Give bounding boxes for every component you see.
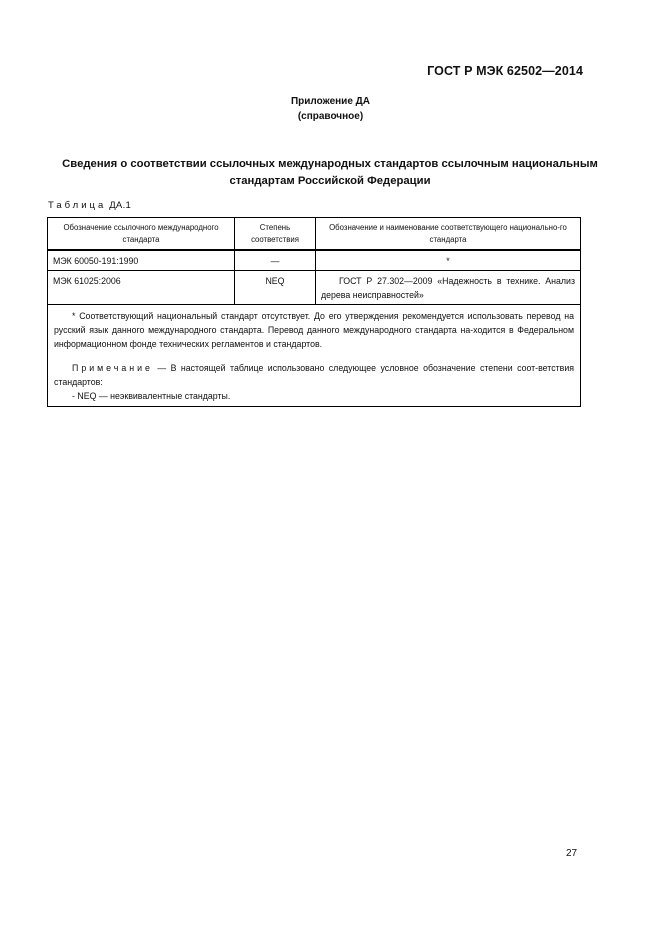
table-notes-row bbox=[48, 305, 581, 407]
column-header-national-standard: Обозначение и наименование соответствующего национально-го стандарта bbox=[316, 218, 581, 251]
table-caption-word: Таблица bbox=[48, 200, 107, 211]
column-header-degree: Степень соответствия bbox=[235, 218, 316, 251]
cell-degree: NEQ bbox=[235, 271, 316, 305]
cell-national-standard: * bbox=[316, 250, 581, 271]
appendix-subtitle: (справочное) bbox=[297, 111, 364, 122]
note-item: - NEQ — неэквивалентные стандарты. bbox=[72, 391, 231, 401]
table-note bbox=[54, 361, 574, 389]
section-title-line-1: Сведения о соответствии ссылочных международных стандартов ссылочным национальным bbox=[62, 158, 598, 170]
table-header-row bbox=[48, 218, 581, 251]
table-caption-number: ДА.1 bbox=[109, 200, 132, 211]
cell-intl-standard: МЭК 60050-191:1990 bbox=[48, 250, 235, 271]
appendix-heading bbox=[0, 94, 661, 124]
column-header-intl-standard: Обозначение ссылочного международного стандарта bbox=[48, 218, 235, 251]
document-code: ГОСТ Р МЭК 62502—2014 bbox=[427, 64, 583, 78]
cell-national-standard: ГОСТ Р 27.302—2009 «Надежность в технике. Анализ дерева неисправностей» bbox=[316, 271, 581, 305]
table-caption bbox=[48, 200, 131, 211]
section-title bbox=[40, 156, 620, 190]
section-title-line-2: стандартам Российской Федерации bbox=[229, 175, 431, 187]
note-text: — В настоящей таблице использовано следующее условное обозначение степени соот-ветствия стандартов: bbox=[54, 363, 574, 387]
note-label: Примечание bbox=[72, 363, 153, 373]
table-row bbox=[48, 271, 581, 305]
table-footnote: * Соответствующий национальный стандарт отсутствует. До его утверждения рекомендуется использовать перевод на русский язык данного международного стандарта. Перевод данного международного стандарта на-ходится в Федеральном информационном фонде технических регламентов и стандартов. bbox=[54, 311, 574, 349]
page-number: 27 bbox=[566, 848, 578, 859]
cell-intl-standard: МЭК 61025:2006 bbox=[48, 271, 235, 305]
appendix-title: Приложение ДА bbox=[290, 96, 371, 107]
standards-correspondence-table bbox=[47, 217, 581, 407]
table-notes bbox=[48, 305, 581, 407]
cell-degree: — bbox=[235, 250, 316, 271]
table-row bbox=[48, 250, 581, 271]
